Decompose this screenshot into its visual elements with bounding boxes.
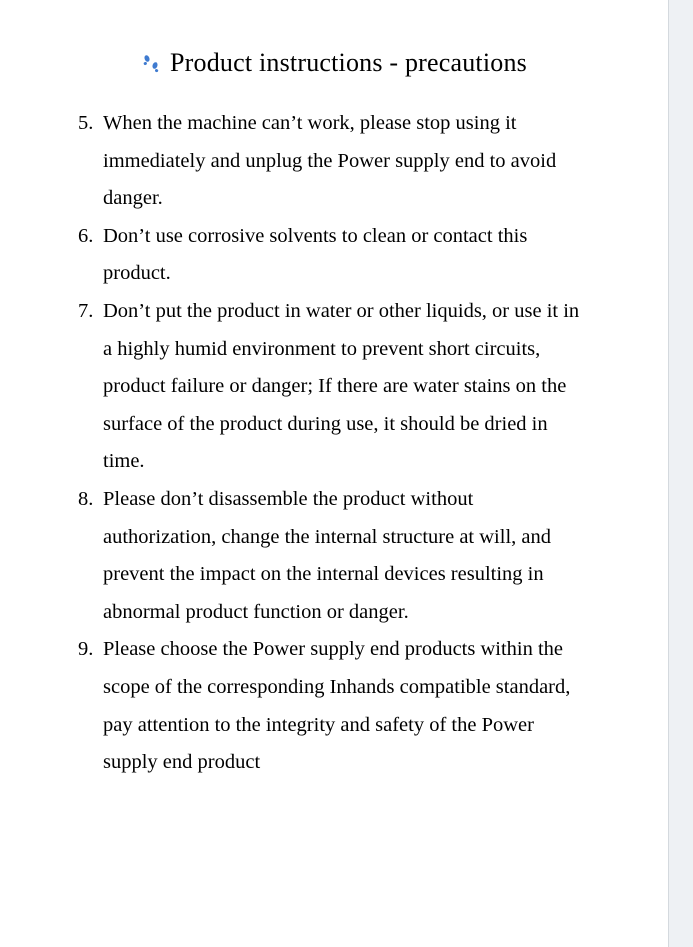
list-item-number: 5. bbox=[78, 112, 94, 134]
list-item bbox=[78, 105, 590, 218]
list-item-text: Don’t put the product in water or other liquids, or use it in a highly humid environment to prevent short circuits, product failure or danger; If there are water stains on the surface of the product during use, it should be dried in time. bbox=[103, 299, 580, 473]
list-item-number: 7. bbox=[78, 299, 94, 322]
page-scrollbar-gutter[interactable] bbox=[668, 0, 693, 947]
list-item bbox=[78, 218, 590, 293]
list-item-text: Please choose the Power supply end products within the scope of the corresponding Inhands compatible standard, pay attention to the integrity and safety of the Power supply end product bbox=[103, 638, 571, 774]
footprints-icon bbox=[141, 53, 161, 75]
list-item bbox=[78, 631, 590, 781]
list-item-text: Please don’t disassemble the product without authorization, change the internal structure at will, and prevent the impact on the internal devices resulting in abnormal product function or danger. bbox=[103, 487, 551, 623]
list-item-text: When the machine can’t work, please stop using it immediately and unplug the Power supply end to avoid danger. bbox=[103, 112, 557, 210]
precautions-list bbox=[78, 105, 590, 782]
list-item bbox=[78, 481, 590, 631]
page-title: Product instructions - precautions bbox=[169, 48, 527, 77]
list-item-text: Don’t use corrosive solvents to clean or contact this product. bbox=[103, 224, 528, 285]
list-item-number: 8. bbox=[78, 487, 94, 510]
list-item bbox=[78, 293, 590, 481]
list-item-number: 9. bbox=[78, 638, 94, 661]
page-title-row bbox=[0, 50, 668, 76]
list-item-number: 6. bbox=[78, 224, 94, 247]
